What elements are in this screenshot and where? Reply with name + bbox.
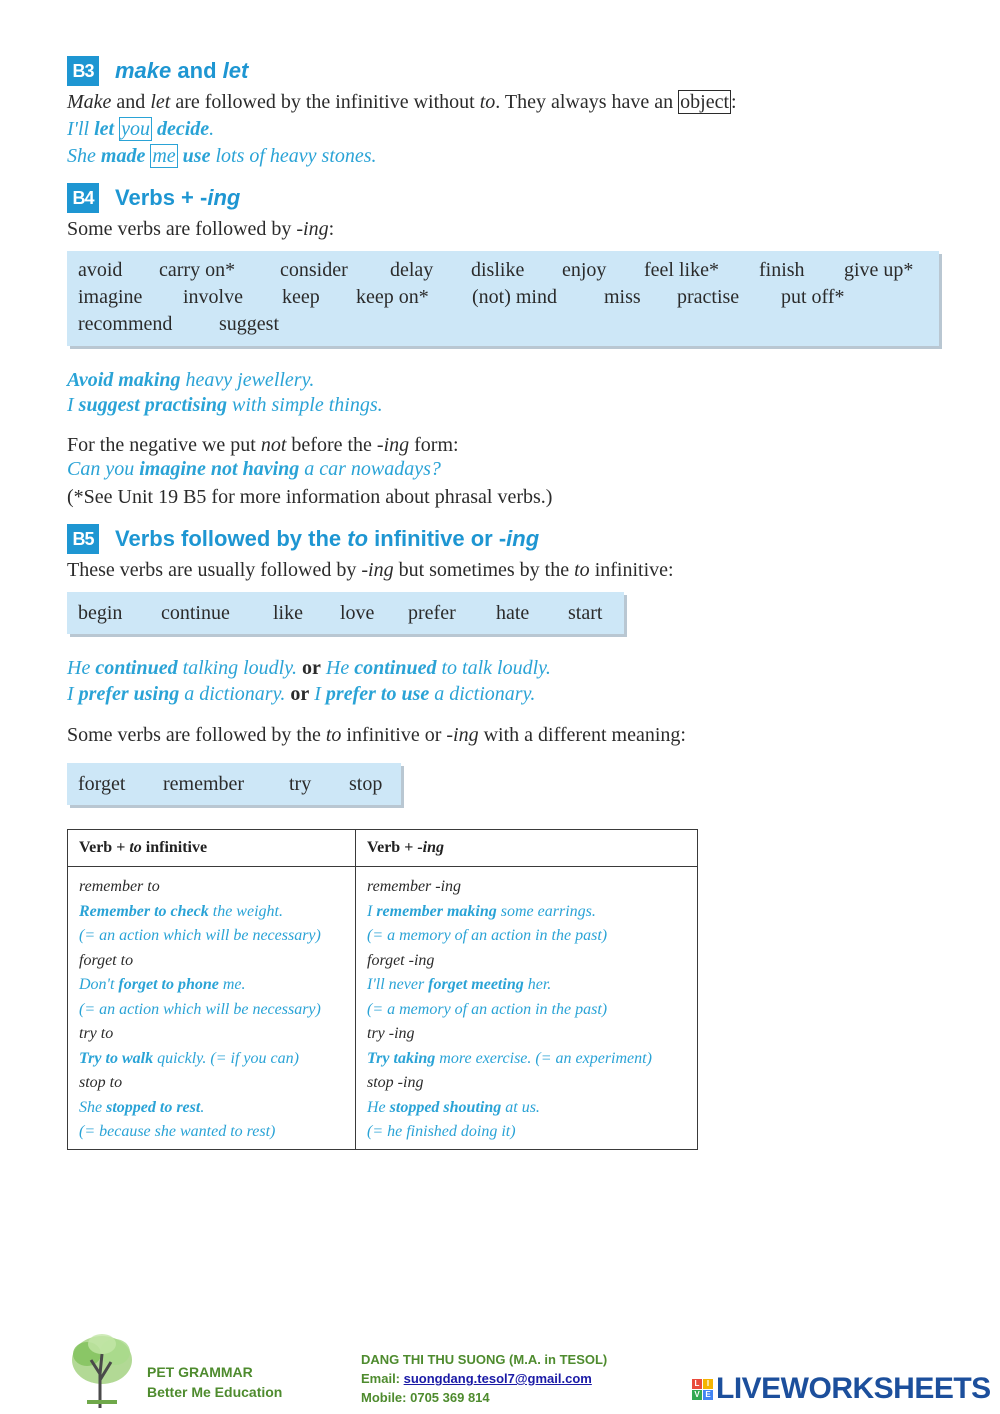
meaning: (= an action which will be necessary) (79, 1000, 321, 1018)
example-forget-ing: I'll never forget meeting her. (367, 976, 552, 993)
b5-badge: B5 (67, 524, 99, 554)
verb-item: give up* (844, 259, 914, 281)
verb-item: delay (390, 259, 434, 281)
b5-verb-list-box-1 (67, 592, 624, 634)
b3-title: make and let (115, 58, 249, 83)
verb-list-row (78, 771, 382, 798)
verb-item: forget (78, 772, 126, 795)
verb-item: like (273, 601, 303, 624)
verb-item: hate (496, 601, 530, 624)
verb-comparison-table (67, 829, 698, 1150)
footer-brand-subtitle: Better Me Education (147, 1384, 283, 1400)
verb-item: miss (604, 286, 641, 308)
verb-item: (not) mind (472, 286, 557, 308)
author-name: DANG THI THU SUONG (M.A. in TESOL) (361, 1352, 608, 1367)
meaning: (= because she wanted to rest) (79, 1123, 276, 1140)
b4-negative-rule: For the negative we put not before the -ing form: (67, 434, 459, 456)
verb-item: feel like* (644, 259, 719, 281)
b5-title: Verbs followed by the to infinitive or -ing (115, 526, 540, 551)
label-forget-ing: forget -ing (367, 951, 435, 969)
liveworksheets-icon: L I V E (692, 1379, 713, 1400)
verb-item: start (568, 601, 603, 624)
b4-example-2: I suggest practising with simple things. (67, 394, 383, 416)
label-stop-ing: stop -ing (367, 1074, 424, 1091)
verb-item: love (340, 601, 375, 624)
verb-item: stop (349, 772, 383, 795)
verb-item: continue (161, 601, 230, 624)
b4-title: Verbs + -ing (115, 185, 241, 210)
table-header-ing: Verb + -ing (356, 830, 698, 867)
verb-item: put off* (781, 286, 845, 308)
liveworksheets-logo (692, 1372, 991, 1406)
meaning: (= a memory of an action in the past) (367, 1000, 608, 1018)
label-stop-to: stop to (79, 1074, 123, 1091)
b3-intro: Make and let are followed by the infinitive without to. They always have an object : (67, 91, 737, 113)
b4-heading (67, 182, 240, 214)
table-row (68, 867, 698, 1150)
example-remember-to: Remember to check the weight. (79, 902, 283, 920)
liveworksheets-wordmark: LIVEWORKSHEETS (716, 1372, 991, 1405)
b5-heading (67, 523, 539, 555)
b4-intro: Some verbs are followed by -ing: (67, 218, 335, 240)
verb-item: imagine (78, 286, 143, 308)
example-forget-to: Don't forget to phone me. (79, 976, 246, 993)
verb-item: practise (677, 286, 740, 308)
mobile-line: Mobile: 0705 369 814 (361, 1390, 490, 1405)
example-stop-to: She stopped to rest. (79, 1098, 205, 1116)
verb-item: prefer (408, 601, 456, 624)
verb-item: keep on* (356, 286, 429, 308)
email-link[interactable]: suongdang.tesol7@gmail.com (403, 1371, 592, 1386)
b5-verb-list-box-2 (67, 763, 401, 805)
example-try-to: Try to walk quickly. (= if you can) (79, 1049, 299, 1067)
verb-item: remember (163, 772, 245, 795)
table-cell-to-infinitive (68, 867, 356, 1150)
footer-contact (361, 1350, 607, 1407)
verb-item: dislike (471, 259, 525, 281)
email-line: Email: suongdang.tesol7@gmail.com (361, 1371, 592, 1386)
footer-brand-title: PET GRAMMAR (147, 1364, 253, 1380)
footer-brand (67, 1330, 327, 1410)
label-remember-to: remember to (79, 878, 160, 895)
verb-item: recommend (78, 313, 173, 335)
meaning: (= a memory of an action in the past) (367, 927, 608, 944)
tree-logo-icon (67, 1330, 137, 1408)
meaning: (= he finished doing it) (367, 1123, 516, 1140)
verb-item: avoid (78, 259, 123, 281)
label-try-ing: try -ing (367, 1025, 415, 1042)
b4-badge: B4 (67, 183, 99, 213)
b4-verb-list-box (67, 251, 939, 346)
b4-example-3: Can you imagine not having a car nowadays? (67, 458, 441, 480)
verb-item: try (289, 772, 312, 795)
label-try-to: try to (79, 1025, 114, 1042)
verb-item: consider (280, 259, 348, 281)
verb-item: carry on* (159, 259, 236, 281)
b3-heading (67, 55, 248, 87)
verb-item: finish (759, 259, 805, 281)
label-forget-to: forget to (79, 951, 134, 969)
example-try-ing: Try taking more exercise. (= an experiment) (367, 1049, 652, 1067)
b5-example-1: He continued talking loudly. or He continued to talk loudly. (67, 657, 551, 679)
b3-example-2: She made me use lots of heavy stones. (67, 145, 377, 167)
verb-item: enjoy (562, 259, 607, 281)
verb-item: involve (183, 286, 243, 308)
b5-intro: These verbs are usually followed by -ing but sometimes by the to infinitive: (67, 559, 674, 581)
verb-item: suggest (219, 313, 279, 335)
b4-note: (*See Unit 19 B5 for more information about phrasal verbs.) (67, 486, 553, 508)
verb-list-row (78, 600, 602, 627)
b3-example-1: I'll let you decide. (67, 118, 215, 140)
example-remember-ing: I remember making some earrings. (367, 902, 596, 920)
verb-item: begin (78, 601, 123, 624)
b5-intro-2: Some verbs are followed by the to infinitive or -ing with a different meaning: (67, 724, 686, 746)
b5-example-2: I prefer using a dictionary. or I prefer to use a dictionary. (67, 683, 536, 705)
b4-example-1: Avoid making heavy jewellery. (67, 369, 315, 391)
verb-list-row (78, 311, 939, 338)
label-remember-ing: remember -ing (367, 878, 462, 895)
b3-badge: B3 (67, 56, 99, 86)
verb-list-row (78, 257, 939, 284)
verb-list-row (78, 284, 939, 311)
table-header-to-infinitive: Verb + to infinitive (68, 830, 356, 867)
meaning: (= an action which will be necessary) (79, 927, 321, 944)
verb-item: keep (282, 286, 320, 308)
table-header-row (68, 830, 698, 867)
example-stop-ing: He stopped shouting at us. (367, 1098, 540, 1116)
table-cell-ing (356, 867, 698, 1150)
